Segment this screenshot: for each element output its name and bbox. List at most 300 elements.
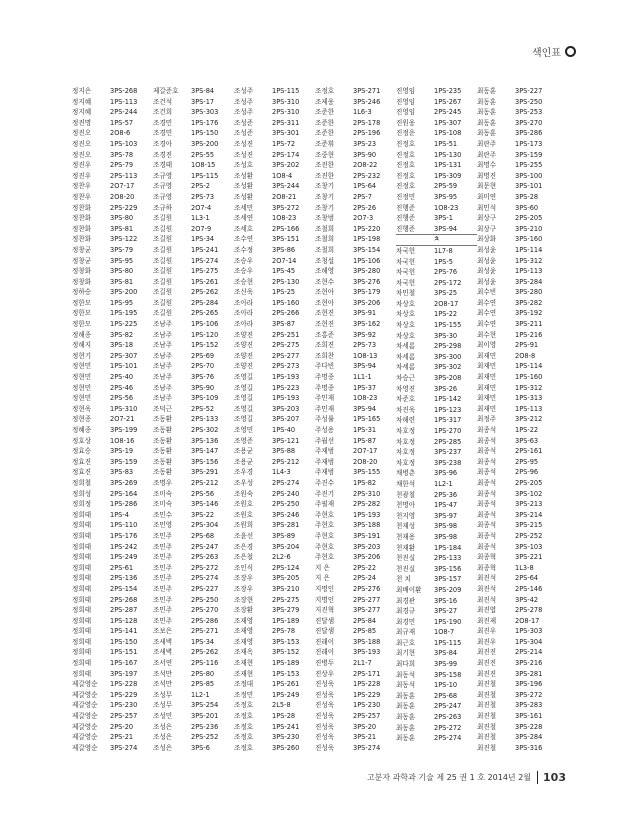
index-entry [153, 404, 234, 415]
author-name: 조경민 [153, 118, 173, 127]
author-name: 최진철 [477, 743, 497, 752]
author-name: 조영길 [234, 383, 254, 392]
paper-code: 2PS-304 [191, 521, 219, 530]
index-entry [477, 584, 558, 595]
author-name: 정창균 [72, 245, 92, 254]
paper-code: 2PS-59 [434, 182, 458, 191]
author-name: 정현기 [72, 351, 92, 360]
index-entry [315, 690, 396, 701]
paper-code: 3PS-81 [110, 224, 134, 233]
paper-code: 3PS-159 [515, 150, 543, 159]
index-entry [315, 542, 396, 553]
page-footer [367, 771, 566, 784]
index-entry [477, 637, 558, 648]
paper-code: 2O7-21 [110, 415, 135, 424]
index-entry [396, 468, 477, 479]
author-name: 정현종 [72, 415, 92, 424]
index-entry [477, 97, 558, 108]
paper-code: 1PS-241 [272, 722, 300, 731]
paper-code: 3PS-157 [434, 575, 462, 584]
index-entry [396, 118, 477, 129]
index-entry [396, 320, 477, 331]
author-name: 조남주 [153, 351, 173, 360]
author-name: 차상호 [396, 321, 416, 330]
paper-code: 1PS-198 [353, 235, 381, 244]
index-entry [396, 585, 477, 596]
index-entry [153, 277, 234, 288]
index-header [532, 44, 576, 59]
paper-code: 3PS-109 [191, 394, 219, 403]
paper-code: 2PS-7 [353, 192, 372, 201]
paper-code: 2PS-166 [272, 224, 300, 233]
index-entry [153, 107, 234, 118]
paper-code: 3PS-281 [272, 521, 300, 530]
index-entry [396, 606, 477, 617]
paper-code: 2PS-257 [353, 712, 381, 721]
author-name: 조미숙 [153, 489, 173, 498]
author-name: 조성은 [153, 743, 173, 752]
paper-code: 3PS-272 [515, 690, 543, 699]
paper-code: 3PS-280 [515, 288, 543, 297]
paper-code: 2PS-276 [353, 584, 381, 593]
author-name: 정현욱 [72, 404, 92, 413]
paper-code: 1PS-230 [353, 701, 381, 710]
paper-code: 3PS-94 [434, 224, 458, 233]
author-name: 조우성 [234, 478, 254, 487]
author-name: 최동훈 [396, 734, 416, 743]
index-entry [315, 150, 396, 161]
author-name: 최종석 [477, 521, 497, 530]
index-entry [72, 192, 153, 203]
paper-code: 2PS-252 [191, 733, 219, 742]
author-name: 차호정 [396, 448, 416, 457]
index-entry [234, 203, 315, 214]
author-name: 최진우 [477, 627, 497, 636]
author-name: 조철희 [315, 235, 335, 244]
index-entry [315, 711, 396, 722]
paper-code: 2PS-311 [272, 118, 300, 127]
index-entry [396, 447, 477, 458]
index-entry [396, 181, 477, 192]
author-name: 조정대 [234, 680, 254, 689]
index-entry [72, 224, 153, 235]
paper-code: 2PS-133 [434, 554, 462, 563]
paper-code: 2PS-275 [272, 341, 300, 350]
paper-code: 1PS-312 [515, 383, 543, 392]
index-entry [153, 319, 234, 330]
paper-code: 3PS-27 [434, 607, 458, 616]
paper-code: 3PS-199 [110, 426, 138, 434]
index-entry [396, 362, 477, 373]
author-name: 차국헌 [396, 268, 416, 277]
author-name: 조수정 [234, 245, 254, 254]
index-entry [153, 372, 234, 383]
index-entry [234, 372, 315, 383]
index-entry [234, 669, 315, 680]
paper-code: 3PS-209 [434, 585, 462, 594]
paper-code: 1PS-235 [434, 87, 462, 95]
author-name: 조동환 [153, 457, 173, 466]
author-name: 조정민 [234, 690, 254, 699]
author-name: 조민주 [153, 574, 173, 583]
index-column [477, 86, 558, 753]
author-name: 조은철 [234, 553, 254, 562]
index-entry [477, 722, 558, 733]
paper-code: 1PS-5 [434, 257, 453, 266]
author-name: 조수연 [234, 235, 254, 244]
author-name: 정찬화 [72, 214, 92, 223]
paper-code: 2PS-247 [191, 542, 219, 551]
author-name: 차해련 [396, 416, 416, 425]
paper-code: 1PS-128 [110, 616, 138, 625]
author-name: 천재용 [396, 532, 416, 541]
index-entry [396, 341, 477, 352]
index-entry [396, 394, 477, 405]
paper-code: 1PS-261 [191, 277, 219, 286]
author-name: 조창범 [315, 214, 335, 223]
author-name: 정희태 [72, 574, 92, 583]
paper-code: 3PS-17 [191, 97, 215, 106]
author-name: 진원웅 [396, 118, 416, 127]
index-entry [477, 542, 558, 553]
paper-code: 2PS-95 [515, 457, 539, 466]
author-name: 주성용 [315, 426, 335, 434]
author-name: 정창균 [72, 256, 92, 265]
index-entry [477, 626, 558, 637]
paper-code: 3PS-300 [434, 352, 462, 361]
paper-code: 1PS-176 [191, 118, 219, 127]
author-name: 조성주 [234, 108, 254, 117]
author-name: 최재민 [477, 351, 497, 360]
paper-code: 3PS-87 [272, 320, 296, 329]
index-entry [234, 510, 315, 521]
index-entry [315, 616, 396, 627]
author-name: 최성윤 [477, 267, 497, 276]
paper-code: 3PS-227 [515, 87, 543, 95]
index-entry [153, 595, 234, 606]
author-name: 진정호 [396, 182, 416, 191]
author-name: 정희성 [72, 489, 92, 498]
author-name: 조성환 [234, 182, 254, 191]
index-entry [72, 139, 153, 150]
index-entry [315, 489, 396, 500]
index-entry [396, 373, 477, 384]
paper-code: 1PS-110 [110, 521, 138, 530]
author-name: 최진철 [477, 680, 497, 689]
paper-code: 2PS-277 [353, 595, 381, 604]
divider-letter: ㅊ [433, 235, 440, 244]
paper-code: 2O7-17 [110, 182, 135, 191]
index-entry [477, 404, 558, 415]
paper-code: 2PS-22 [353, 563, 377, 572]
index-entry [72, 298, 153, 309]
index-entry [153, 245, 234, 256]
paper-code: 3PS-277 [353, 606, 381, 615]
author-name: 정지은 [72, 87, 92, 95]
index-entry [477, 679, 558, 690]
author-name: 조인식 [234, 563, 254, 572]
index-entry [315, 97, 396, 108]
author-name: 차승근 [396, 374, 416, 383]
paper-code: 2O7-9 [191, 224, 212, 233]
index-entry [396, 352, 477, 363]
author-name: 최란주 [477, 150, 497, 159]
author-name: 조세민 [234, 203, 254, 212]
index-entry [396, 638, 477, 649]
paper-code: 3PS-238 [434, 458, 462, 467]
author-name: 정효진 [72, 457, 92, 466]
index-entry [396, 331, 477, 342]
author-name: 채한석 [396, 479, 416, 488]
paper-code: 3PS-90 [191, 383, 215, 392]
paper-code: 1PS-37 [353, 383, 377, 392]
paper-code: 1PS-115 [272, 87, 300, 95]
index-entry [153, 203, 234, 214]
index-entry [315, 139, 396, 150]
paper-code: 2PS-266 [272, 309, 300, 318]
index-entry [396, 458, 477, 469]
author-name: 진정호 [396, 161, 416, 170]
index-entry [72, 351, 153, 362]
paper-code: 1PS-160 [272, 298, 300, 307]
index-entry [396, 553, 477, 564]
paper-code: 1PS-113 [515, 404, 543, 413]
paper-code: 3PS-188 [353, 521, 381, 530]
paper-code: 1PS-267 [434, 97, 462, 106]
paper-code: 2O8-17 [515, 616, 540, 625]
author-name: 주재범 [315, 468, 335, 477]
index-entry [396, 267, 477, 278]
paper-code: 3PS-94 [353, 362, 377, 371]
paper-code: 2PS-244 [110, 108, 138, 117]
index-entry [234, 446, 315, 457]
paper-code: 1PS-47 [434, 501, 458, 510]
author-name: 최진철 [477, 712, 497, 721]
index-entry [477, 573, 558, 584]
index-entry [315, 478, 396, 489]
index-entry [396, 490, 477, 501]
author-name: 조중현 [315, 150, 335, 159]
author-name: 조준한 [315, 118, 335, 127]
paper-code: 3PS-156 [434, 564, 462, 573]
paper-code: 3PS-146 [191, 500, 219, 509]
paper-code: 2O7-3 [353, 214, 374, 223]
index-entry [477, 520, 558, 531]
paper-code: 2PS-272 [191, 563, 219, 572]
index-entry [72, 266, 153, 277]
paper-code: 2PS-76 [434, 268, 458, 277]
paper-code: 3PS-204 [272, 542, 300, 551]
index-column [72, 86, 153, 753]
author-name: 최수연 [477, 298, 497, 307]
author-name: 정희정 [72, 500, 92, 509]
paper-code: 3PS-95 [434, 192, 458, 201]
paper-code: 2PS-69 [191, 351, 215, 360]
index-entry [72, 647, 153, 658]
index-entry [72, 234, 153, 245]
paper-code: 2PS-282 [353, 500, 381, 509]
author-name: 조재영 [234, 627, 254, 636]
index-entry [315, 595, 396, 606]
paper-code: 3PS-81 [110, 277, 134, 286]
author-name: 최종혁 [477, 553, 497, 562]
circle-mark-icon [565, 46, 576, 57]
paper-code: 3PS-193 [353, 648, 381, 657]
paper-code: 3PS-98 [434, 522, 458, 531]
index-entry [477, 308, 558, 319]
author-name: 조석만 [153, 669, 173, 678]
index-entry [72, 489, 153, 500]
index-entry [396, 596, 477, 607]
author-name: 정해지 [72, 341, 92, 350]
author-name: 조길원 [153, 245, 173, 254]
paper-code: 1L2-1 [191, 690, 210, 699]
index-entry [315, 308, 396, 319]
author-name: 조장우 [234, 584, 254, 593]
index-entry [315, 340, 396, 351]
paper-code: 3PS-28 [515, 192, 539, 201]
author-name: 제갈영순 [72, 743, 98, 752]
paper-code: 1PS-312 [515, 256, 543, 265]
index-entry [234, 595, 315, 606]
author-name: 진정호 [396, 150, 416, 159]
paper-code: 1PS-142 [434, 395, 462, 404]
author-name: 정한모 [72, 320, 92, 329]
paper-code: 2PS-196 [353, 129, 381, 138]
author-name: 조진한 [315, 171, 335, 180]
paper-code: 3PS-188 [353, 637, 381, 646]
author-name: 천진실 [396, 564, 416, 573]
paper-code: 3PS-212 [515, 415, 543, 424]
paper-code: 1PS-123 [434, 405, 462, 414]
paper-code: 1PS-249 [272, 690, 300, 699]
paper-code: 3PS-94 [353, 404, 377, 413]
paper-code: 3PS-200 [110, 288, 138, 297]
index-entry [396, 521, 477, 532]
author-name: 최상구 [477, 224, 497, 233]
index-entry [72, 160, 153, 171]
index-entry [396, 97, 477, 108]
index-entry [153, 298, 234, 309]
index-entry [477, 287, 558, 298]
author-name: 조민주 [153, 563, 173, 572]
author-name: 지진혁 [315, 606, 335, 615]
index-entry [234, 563, 315, 574]
index-entry [72, 393, 153, 404]
index-entry [72, 171, 153, 182]
index-entry [477, 118, 558, 129]
index-entry [477, 552, 558, 563]
index-entry [396, 171, 477, 182]
index-entry [153, 97, 234, 108]
author-name: 제갈영순 [72, 712, 98, 721]
author-name: 지명인 [315, 595, 335, 604]
author-name: 조건석 [153, 97, 173, 106]
index-entry [234, 457, 315, 468]
author-name: 진성욱 [315, 722, 335, 731]
author-name: 조정호 [315, 87, 335, 95]
author-name: 주민재 [315, 404, 335, 413]
index-entry [396, 712, 477, 723]
paper-code: 3PS-216 [515, 659, 543, 668]
index-entry [315, 552, 396, 563]
paper-code: 3PS-63 [515, 436, 539, 445]
index-entry [153, 510, 234, 521]
paper-code: 3PS-16 [434, 596, 458, 605]
paper-code: 3PS-158 [434, 670, 462, 679]
author-name: 조준한 [315, 108, 335, 117]
paper-code: 2PS-161 [515, 447, 543, 456]
index-entry [315, 203, 396, 214]
paper-code: 2PS-302 [191, 426, 219, 434]
paper-code: 2PS-247 [434, 702, 462, 711]
paper-code: 1PS-317 [434, 416, 462, 425]
paper-code: 3PS-286 [515, 129, 543, 138]
author-name: 주현호 [315, 542, 335, 551]
index-entry [234, 150, 315, 161]
index-entry [153, 499, 234, 510]
author-name: 조우경 [234, 468, 254, 477]
author-name: 최종석 [477, 500, 497, 509]
paper-code: 2PS-268 [110, 595, 138, 604]
index-entry [72, 531, 153, 542]
paper-code: 1PS-275 [191, 267, 219, 276]
paper-code: 3PS-159 [110, 457, 138, 466]
author-name: 천 치 [396, 575, 411, 584]
author-name: 조원호 [234, 500, 254, 509]
paper-code: 3PS-76 [191, 373, 215, 382]
author-name: 최종석 [477, 436, 497, 445]
author-name: 조승우 [234, 267, 254, 276]
paper-code: 3PS-272 [272, 203, 300, 212]
paper-code: 1PS-225 [110, 320, 138, 329]
paper-code: 3PS-283 [515, 701, 543, 710]
author-name: 진영임 [396, 97, 416, 106]
paper-code: 3PS-89 [272, 531, 296, 540]
paper-code: 3PS-179 [353, 288, 381, 297]
index-entry [315, 266, 396, 277]
paper-code: 2PS-46 [110, 383, 134, 392]
paper-code: 3PS-26 [434, 384, 458, 393]
author-name: 조세연 [234, 214, 254, 223]
paper-code: 2PS-262 [191, 648, 219, 657]
index-entry [72, 542, 153, 553]
author-name: 진정민 [396, 192, 416, 201]
author-name: 최종석 [477, 510, 497, 519]
paper-code: 3PS-60 [515, 203, 539, 212]
paper-code: 3PS-214 [515, 510, 543, 519]
index-entry [396, 139, 477, 150]
author-name: 최다희 [396, 660, 416, 669]
author-name: 주다빈 [315, 362, 335, 371]
author-name: 진성욱 [315, 680, 335, 689]
index-entry [234, 436, 315, 447]
author-name: 제갈준호 [153, 87, 179, 95]
index-entry [153, 711, 234, 722]
paper-code: 2PS-80 [191, 669, 215, 678]
author-name: 정진우 [72, 161, 92, 170]
index-entry [477, 425, 558, 436]
index-column [315, 86, 396, 753]
author-name: 정찬우 [72, 182, 92, 191]
author-name: 조남주 [153, 362, 173, 371]
author-name: 조용균 [234, 457, 254, 466]
author-name: 최종석 [477, 468, 497, 477]
paper-code: 2PS-136 [110, 574, 138, 583]
index-entry [396, 511, 477, 522]
index-entry [234, 605, 315, 616]
author-name: 조정호 [234, 743, 254, 752]
